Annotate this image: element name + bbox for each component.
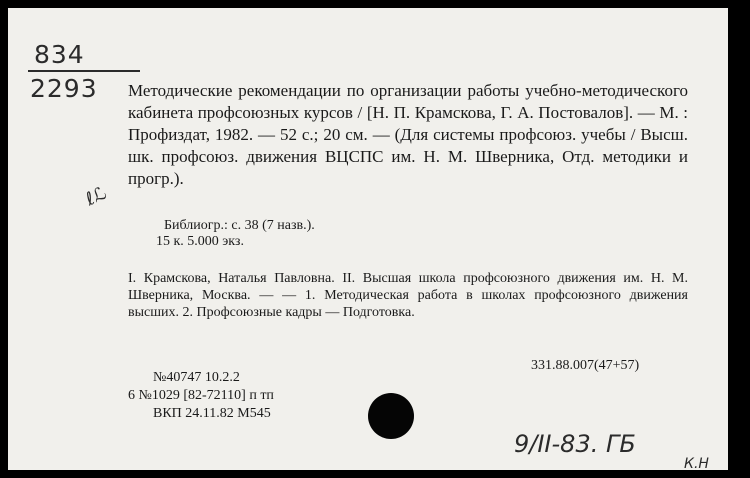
handwritten-shelf-mark-bottom: 2293	[30, 74, 98, 103]
bibliography-note: Библиогр.: с. 38 (7 назв.).	[164, 218, 315, 233]
order-number: 6 №1029 [82-72110] п тп	[128, 388, 274, 403]
handwritten-initials: К.Н	[684, 456, 709, 472]
subject-headings	[128, 270, 688, 321]
entry-text: Методические рекомендации по организации работы учебно-методического кабинета профсоюзных курсов / [Н. П. Крамскова, Г. А. Постовалов]. — М. : Профиздат, 1982. — 52 с.; 20 см. — (Для системы профсоюз. учебы / Высш. шк. профсоюз. движения ВЦСПС им. Н. М. Шверника, Отд. методики и прогр.).	[128, 81, 688, 188]
handwritten-shelf-mark-top: 834	[34, 40, 85, 69]
print-run: 15 к. 5.000 экз.	[156, 234, 244, 249]
bibliographic-entry	[128, 80, 688, 190]
catalog-card	[8, 8, 728, 470]
handwritten-rule	[28, 70, 140, 72]
registry-line: ВКП 24.11.82 М545	[153, 406, 271, 421]
card-number: №40747 10.2.2	[153, 370, 240, 385]
udc-code: 331.88.007(47+57)	[531, 358, 640, 373]
handwritten-margin-note: ℓℒ	[82, 182, 110, 211]
scan-border	[728, 0, 750, 478]
handwritten-date: 9/II-83. ГБ	[514, 430, 636, 458]
subjects-text: I. Крамскова, Наталья Павловна. II. Высшая школа профсоюзного движения им. Н. М. Шверника, Москва. — — 1. Методическая работа в школах профсоюзного движения высших. 2. Профсоюзные кадры — Подготовка.	[128, 271, 688, 320]
punch-hole	[368, 393, 414, 439]
